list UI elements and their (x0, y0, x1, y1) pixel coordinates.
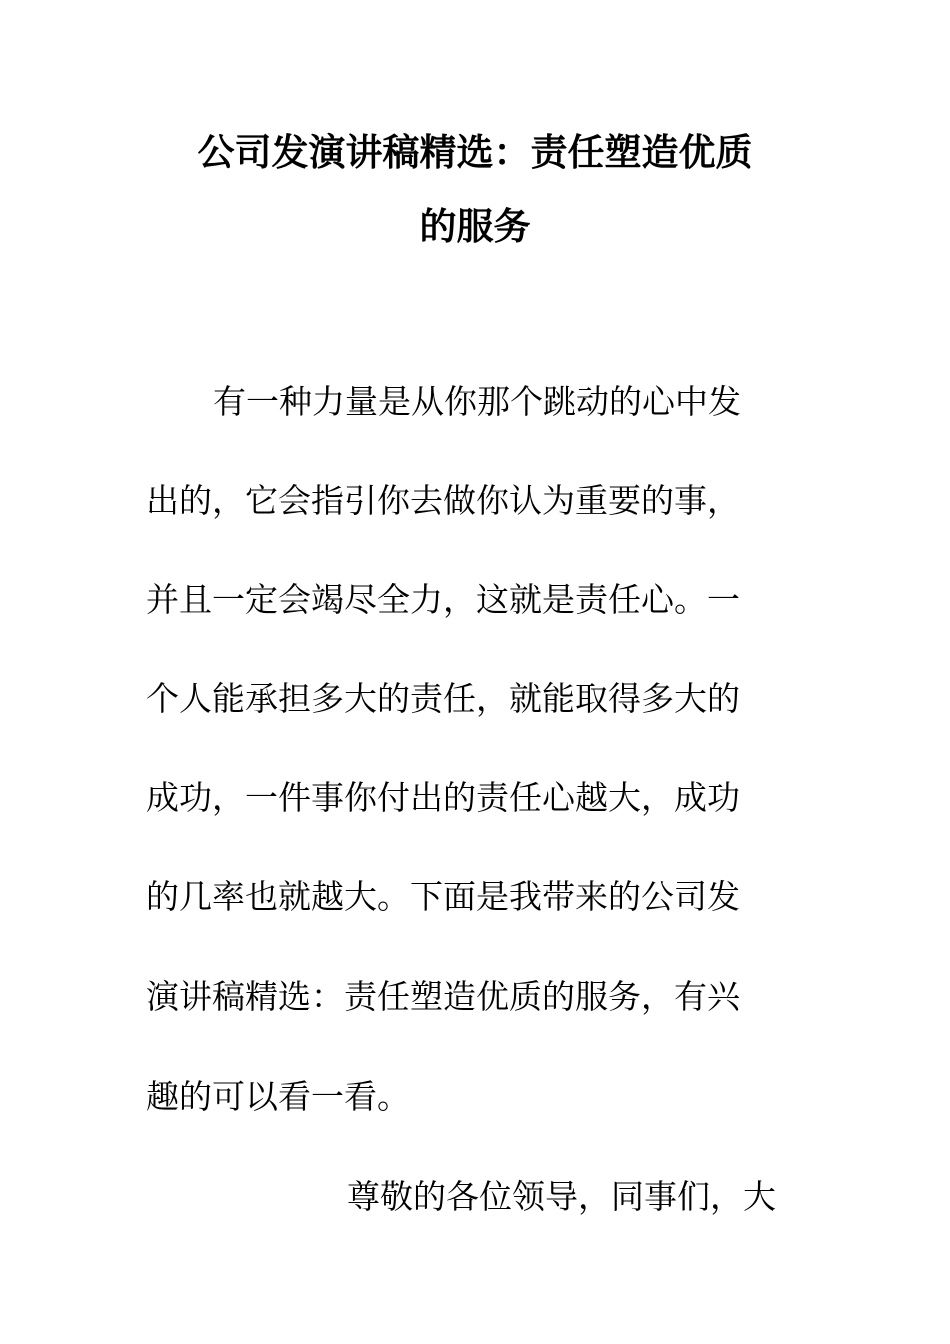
paragraph-2-line-1: 尊敬的各位领导，同事们，大 (347, 1177, 776, 1216)
paragraph-1-line-7: 演讲稿精选：责任塑造优质的服务，有兴 (146, 977, 740, 1016)
paragraph-1-line-3: 并且一定会竭尽全力，这就是责任心。一 (146, 580, 740, 619)
paragraph-1-line-4: 个人能承担多大的责任，就能取得多大的 (146, 679, 740, 718)
paragraph-1-line-6: 的几率也就越大。下面是我带来的公司发 (146, 877, 740, 916)
paragraph-1-line-2: 出的，它会指引你去做你认为重要的事， (146, 481, 740, 520)
paragraph-1-line-5: 成功，一件事你付出的责任心越大，成功 (146, 778, 740, 817)
document-title-line-1: 公司发演讲稿精选：责任塑造优质 (197, 131, 753, 174)
paragraph-1-line-8: 趣的可以看一看。 (146, 1077, 410, 1116)
paragraph-1-line-1: 有一种力量是从你那个跳动的心中发 (213, 382, 741, 421)
document-title-line-2: 的服务 (419, 205, 531, 248)
